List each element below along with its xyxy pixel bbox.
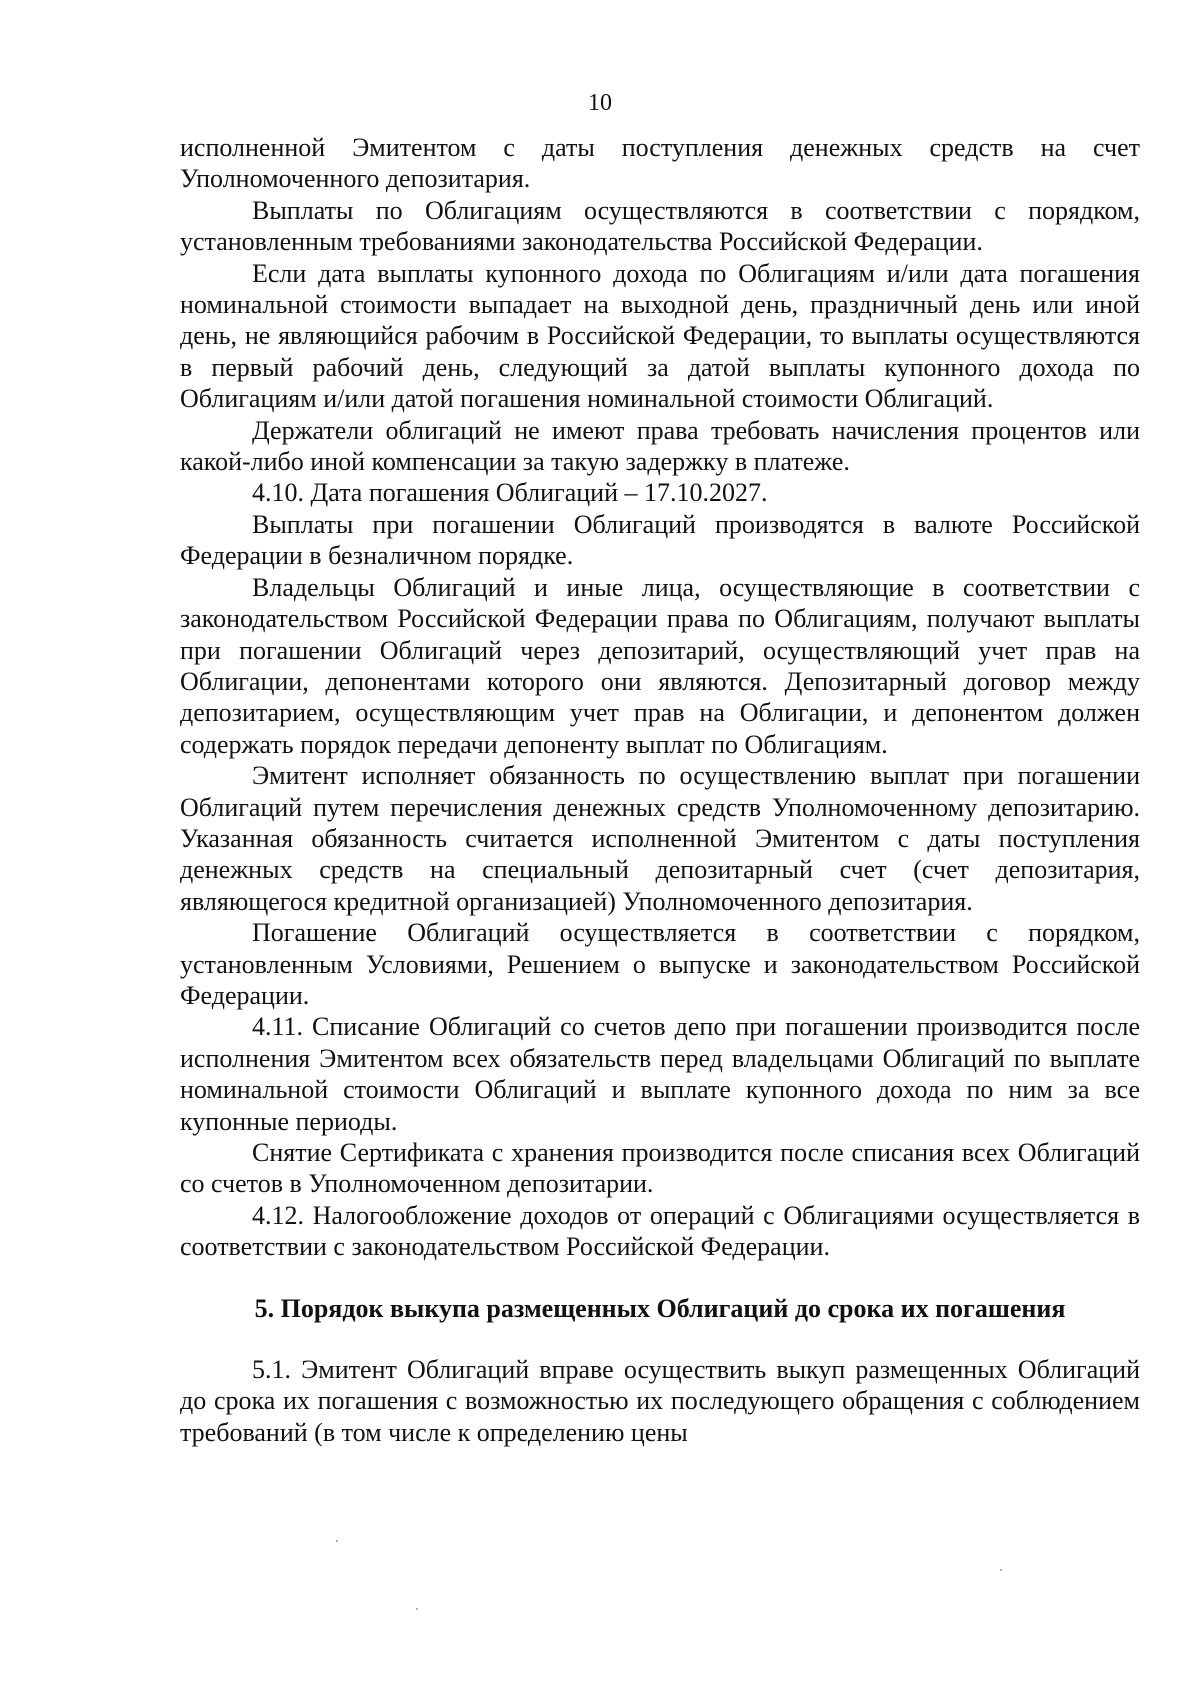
scan-speck [1000,1569,1002,1571]
paragraph-continuation: исполненной Эмитентом с даты поступления денежных средств на счет Уполномоченного депозитария. [180,133,1140,194]
paragraph-certificate: Снятие Сертификата с хранения производится после списания всех Облигаций со счетов в Уполномоченном депозитарии. [180,1138,1140,1199]
paragraph-4-12-taxation: 4.12. Налогообложение доходов от операций с Облигациями осуществляется в соответствии с законодательством Российской Федерации. [180,1200,1140,1262]
paragraph-currency: Выплаты при погашении Облигаций производятся в валюте Российской Федерации в безналичном порядке. [180,509,1140,571]
scan-speck [336,1540,338,1542]
scan-speck [416,1608,418,1610]
paragraph-nonworking-day: Если дата выплаты купонного дохода по Облигациям и/или дата погашения номинальной стоимости выпадает на выходной день, праздничный день или иной день, не являющийся рабочим в Российской Федерации, то выплаты осуществляются в первый рабочий день, следующий за датой выплаты купонного дохода по Облигациям и/или датой погашения номинальной стоимости Облигаций. [180,258,1140,414]
paragraph-owners-payments: Владельцы Облигаций и иные лица, осуществляющие в соответствии с законодательством Российской Федерации права по Облигациям, получают выплаты при погашении Облигаций через депозитарий, осуществляющий учет прав на Облигации, депонентами которого они являются. Депозитарный договор между депозитарием, осуществляющим учет прав на Облигации, и депонентом должен содержать порядок передачи депоненту выплат по Облигациям. [180,572,1140,759]
paragraph-4-10-maturity-date: 4.10. Дата погашения Облигаций – 17.10.2027. [252,478,768,508]
section-5-heading: 5. Порядок выкупа размещенных Облигаций до срока их погашения [254,1293,1066,1323]
paragraph-5-1-buyback: 5.1. Эмитент Облигаций вправе осуществить выкуп размещенных Облигаций до срока их погашения с возможностью их последующего обращения с соблюдением требований (в том числе к определению цены [180,1355,1140,1447]
paragraph-redemption-procedure: Погашение Облигаций осуществляется в соответствии с порядком, установленным Условиями, Решением о выпуске и законодательством Российской Федерации. [180,918,1140,1010]
paragraph-issuer-obligation: Эмитент исполняет обязанность по осуществлению выплат при погашении Облигаций путем перечисления денежных средств Уполномоченному депозитарию. Указанная обязанность считается исполненной Эмитентом с даты поступления денежных средств на специальный депозитарный счет (счет депозитария, являющегося кредитной организацией) Уполномоченного депозитария. [180,761,1140,916]
page-number: 10 [588,90,612,116]
paragraph-holders-rights: Держатели облигаций не имеют права требовать начисления процентов или какой-либо иной компенсации за такую задержку в платеже. [180,415,1140,477]
document-body [180,132,1140,1448]
paragraph-4-11-writeoff: 4.11. Списание Облигаций со счетов депо при погашении производится после исполнения Эмитентом всех обязательств перед владельцами Облигаций по выплате номинальной стоимости Облигаций и выплате купонного дохода по ним за все купонные периоды. [180,1012,1140,1136]
paragraph-payments-procedure: Выплаты по Облигациям осуществляются в соответствии с порядком, установленным требованиями законодательства Российской Федерации. [180,195,1140,257]
